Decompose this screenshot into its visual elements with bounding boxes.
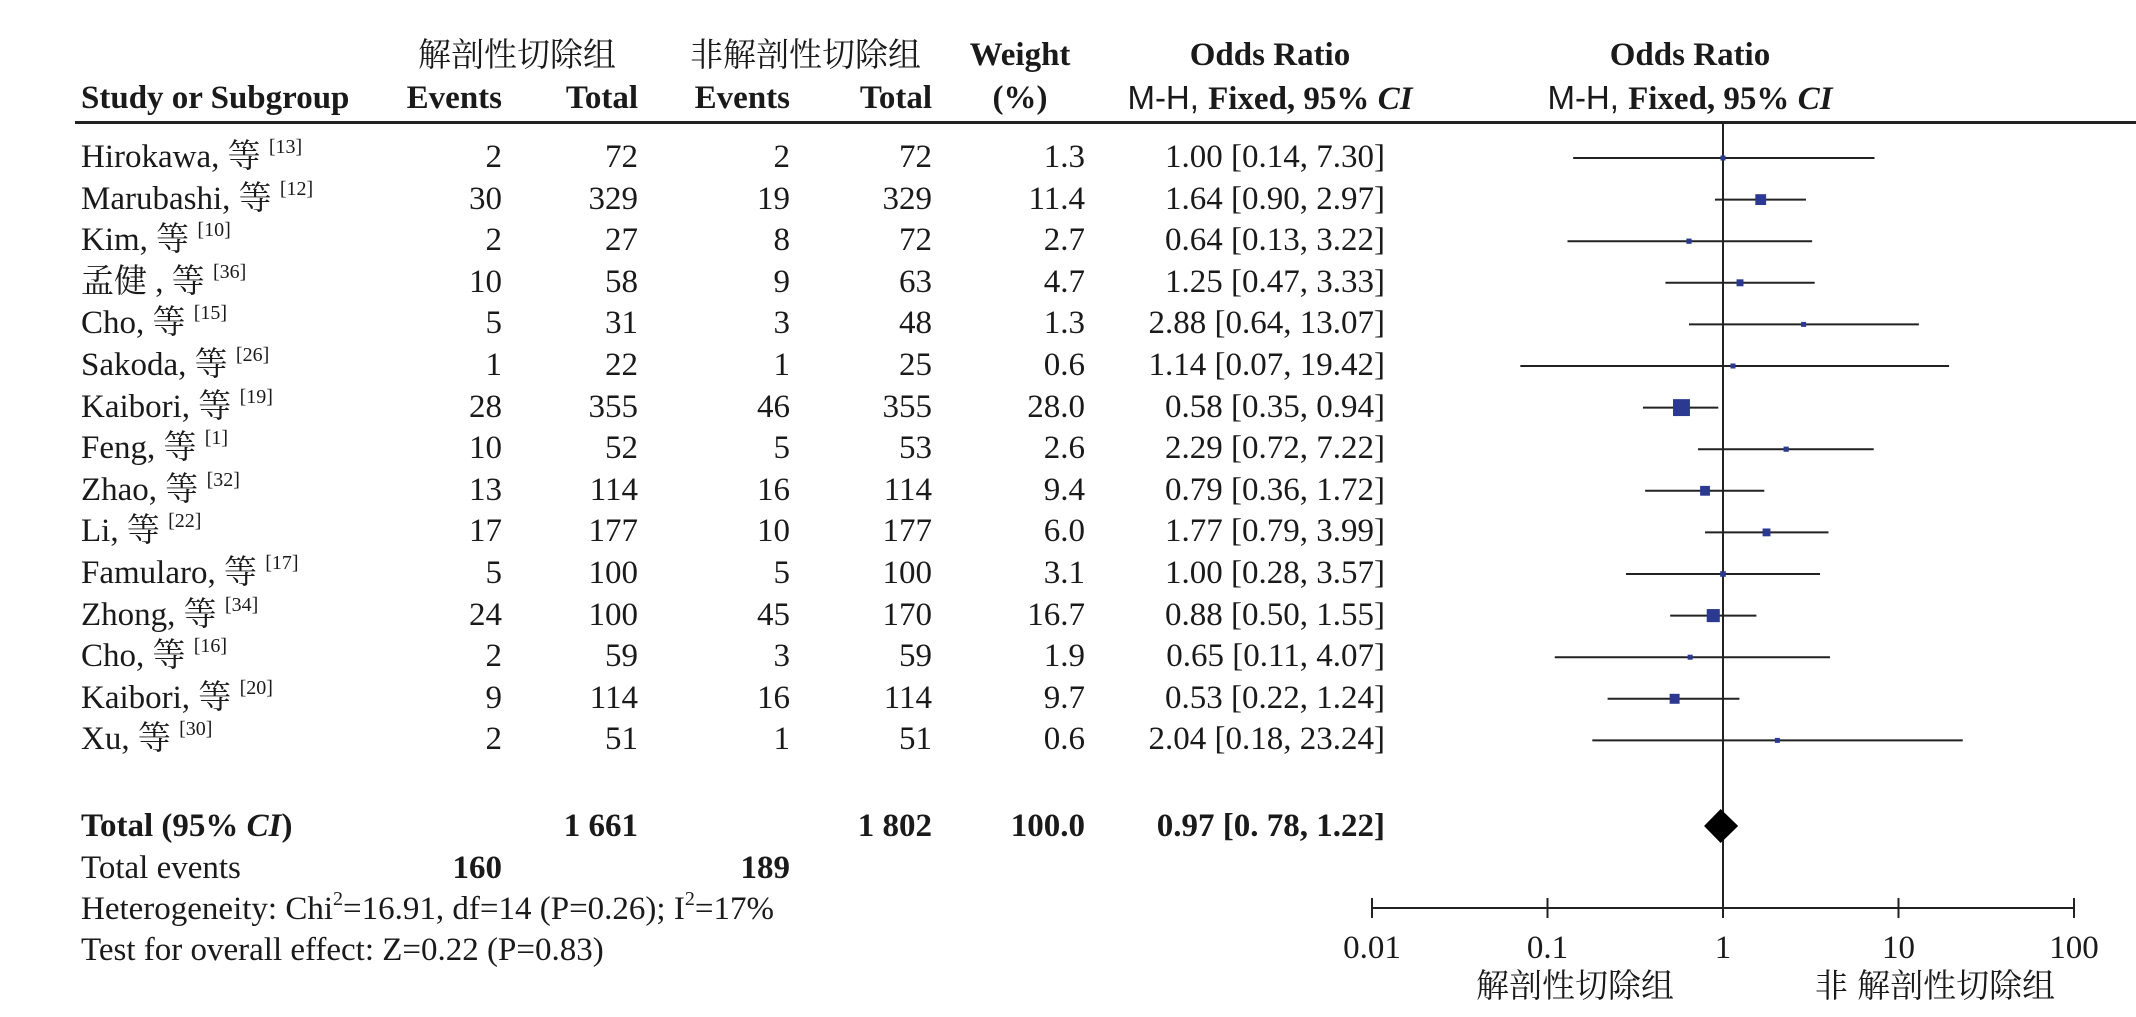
- effect-marker: [1720, 571, 1726, 577]
- events2-cell: 3: [773, 305, 790, 342]
- or-ci-cell: 1.64 [0.90, 2.97]: [1165, 180, 1385, 217]
- total-events2-value: 189: [740, 850, 790, 886]
- or-ci-cell: 2.04 [0.18, 23.24]: [1148, 721, 1385, 758]
- effect-marker: [1775, 738, 1780, 743]
- study-name: Zhong, 等 [34]: [81, 593, 259, 633]
- total-events1-value: 160: [452, 850, 502, 886]
- total-weight-value: 100.0: [1010, 808, 1085, 844]
- reference-superscript: [32]: [206, 468, 240, 491]
- total1-cell: 52: [605, 430, 638, 467]
- study-name: Sakoda, 等 [26]: [81, 344, 270, 383]
- total2-cell: 100: [882, 555, 932, 591]
- total2-cell: 25: [899, 347, 932, 383]
- reference-superscript: [36]: [213, 260, 247, 283]
- events2-cell: 3: [773, 638, 790, 675]
- total-or-value: 0.97 [0. 78, 1.22]: [1156, 808, 1385, 844]
- events2-cell: 1: [773, 721, 790, 758]
- events1-cell: 10: [469, 430, 502, 467]
- study-name: Kaibori, 等 [19]: [81, 385, 273, 425]
- study-name: 孟健 , 等 [36]: [81, 260, 247, 300]
- events2-cell: 9: [773, 263, 790, 300]
- reference-superscript: [15]: [193, 302, 228, 325]
- effect-marker: [1784, 447, 1789, 452]
- reference-superscript: [10]: [197, 219, 231, 242]
- events2-cell: 5: [773, 555, 790, 591]
- total2-cell: 72: [899, 139, 932, 175]
- reference-superscript: [17]: [265, 552, 299, 574]
- events2-header: Events: [694, 80, 790, 116]
- events2-cell: 1: [773, 347, 790, 383]
- or-ci-cell: 0.88 [0.50, 1.55]: [1165, 596, 1385, 633]
- weight-cell: 16.7: [1027, 596, 1085, 633]
- total1-cell: 31: [605, 305, 638, 342]
- study-name: Hirokawa, 等 [13]: [81, 136, 303, 175]
- weight-cell: 3.1: [1043, 555, 1085, 591]
- total2-cell: 59: [899, 638, 932, 675]
- effect-marker: [1707, 609, 1720, 622]
- events1-cell: 30: [469, 180, 502, 217]
- plot-header-method: M-H, Fixed, 95% CI: [1547, 79, 1833, 117]
- events2-cell: 10: [757, 513, 790, 550]
- weight-cell: 0.6: [1043, 721, 1085, 758]
- effect-marker: [1686, 239, 1691, 244]
- events1-cell: 28: [469, 388, 502, 425]
- total1-cell: 100: [588, 596, 638, 633]
- study-name: Li, 等 [22]: [81, 510, 202, 550]
- events1-cell: 2: [485, 139, 502, 175]
- weight-cell: 1.9: [1043, 638, 1085, 675]
- total-label: Total (95% CI): [81, 808, 293, 844]
- or-ci-cell: 1.00 [0.14, 7.30]: [1165, 139, 1385, 175]
- study-name: Kim, 等 [10]: [81, 219, 231, 259]
- or-ci-cell: 2.88 [0.64, 13.07]: [1148, 305, 1385, 342]
- total2-cell: 48: [899, 305, 932, 342]
- reference-superscript: [26]: [235, 344, 270, 366]
- weight-cell: 28.0: [1027, 388, 1085, 425]
- events2-cell: 5: [773, 430, 790, 467]
- events1-cell: 17: [469, 513, 502, 550]
- weight-cell: 4.7: [1043, 263, 1085, 300]
- effect-marker: [1721, 156, 1726, 161]
- effect-marker: [1700, 486, 1710, 496]
- or-ci-cell: 2.29 [0.72, 7.22]: [1165, 430, 1385, 467]
- events2-cell: 19: [757, 180, 790, 217]
- or-ci-cell: 0.65 [0.11, 4.07]: [1166, 638, 1385, 675]
- effect-marker: [1670, 694, 1680, 704]
- total2-cell: 114: [883, 679, 932, 716]
- x-tick-label: 100: [2049, 930, 2099, 966]
- weight-cell: 2.6: [1043, 430, 1085, 467]
- total2-cell: 63: [899, 263, 932, 300]
- events1-cell: 24: [469, 596, 502, 633]
- weight-cell: 1.3: [1043, 305, 1085, 342]
- total2-cell: 355: [882, 388, 932, 425]
- study-name: Marubashi, 等 [12]: [81, 177, 314, 217]
- total1-cell: 51: [605, 721, 638, 758]
- or-header-title: Odds Ratio: [1189, 37, 1351, 73]
- study-name: Famularo, 等 [17]: [81, 552, 299, 591]
- weight-cell: 9.4: [1043, 471, 1085, 508]
- effect-marker: [1755, 194, 1766, 205]
- or-ci-cell: 0.53 [0.22, 1.24]: [1165, 679, 1385, 716]
- or-ci-cell: 0.64 [0.13, 3.22]: [1165, 222, 1385, 259]
- events1-cell: 2: [485, 638, 502, 675]
- weight-cell: 11.4: [1028, 180, 1085, 217]
- reference-superscript: [22]: [168, 510, 202, 533]
- total1-cell: 355: [588, 388, 638, 425]
- weight-cell: 9.7: [1043, 679, 1085, 716]
- weight-cell: 6.0: [1043, 513, 1085, 550]
- study-column-header: Study or Subgroup: [81, 80, 350, 116]
- x-tick-label: 1: [1714, 930, 1732, 966]
- favours-left-label: 解剖性切除组: [1476, 967, 1674, 1004]
- x-tick-label: 10: [1882, 930, 1915, 966]
- total1-cell: 114: [589, 471, 638, 508]
- study-name: Xu, 等 [30]: [81, 718, 213, 758]
- total2-header: Total: [859, 80, 932, 116]
- or-header-method: M-H, Fixed, 95% CI: [1127, 79, 1413, 117]
- effect-marker: [1763, 528, 1771, 536]
- total1-header: Total: [565, 80, 638, 116]
- or-ci-cell: 0.58 [0.35, 0.94]: [1165, 388, 1385, 425]
- total1-cell: 58: [605, 263, 638, 300]
- events2-cell: 2: [773, 139, 790, 175]
- group1-header: 解剖性切除组: [418, 36, 616, 73]
- study-name: Cho, 等 [16]: [81, 635, 228, 675]
- or-ci-cell: 1.14 [0.07, 19.42]: [1148, 347, 1385, 383]
- total2-value: 1 802: [857, 808, 932, 844]
- events1-cell: 10: [469, 263, 502, 300]
- total1-cell: 114: [589, 679, 638, 716]
- weight-cell: 1.3: [1043, 139, 1085, 175]
- total2-cell: 177: [882, 513, 932, 550]
- weight-cell: 0.6: [1043, 347, 1085, 383]
- or-ci-cell: 1.25 [0.47, 3.33]: [1165, 263, 1385, 300]
- x-tick-label: 0.01: [1343, 930, 1401, 966]
- effect-marker: [1801, 322, 1806, 327]
- total1-cell: 329: [588, 180, 638, 217]
- or-ci-cell: 1.00 [0.28, 3.57]: [1165, 555, 1385, 591]
- events2-cell: 45: [757, 596, 790, 633]
- total1-cell: 59: [605, 638, 638, 675]
- reference-superscript: [34]: [224, 593, 259, 616]
- heterogeneity-text: Heterogeneity: Chi$^2$=16.91, df=14 (P=0.26); $I^2=17\%$: [81, 888, 774, 927]
- events2-cell: 16: [757, 471, 790, 508]
- weight-cell: 2.7: [1043, 222, 1085, 259]
- total1-cell: 72: [605, 139, 638, 175]
- effect-marker: [1673, 399, 1690, 416]
- total2-cell: 114: [883, 471, 932, 508]
- events1-cell: 9: [485, 679, 502, 716]
- reference-superscript: [13]: [268, 136, 303, 158]
- events1-header: Events: [406, 80, 502, 116]
- events1-cell: 2: [485, 721, 502, 758]
- weight-header-line1: Weight: [969, 37, 1071, 73]
- total2-cell: 329: [882, 180, 932, 217]
- total2-cell: 51: [899, 721, 932, 758]
- reference-superscript: [20]: [239, 676, 273, 699]
- events2-cell: 46: [757, 388, 790, 425]
- reference-superscript: [30]: [179, 718, 213, 741]
- events1-cell: 13: [469, 471, 502, 508]
- study-name: Kaibori, 等 [20]: [81, 676, 273, 716]
- total1-cell: 22: [605, 347, 638, 383]
- events1-cell: 1: [485, 347, 502, 383]
- pooled-diamond: [1704, 809, 1738, 843]
- favours-right-label: 非 解剖性切除组: [1814, 967, 2056, 1004]
- total1-cell: 177: [588, 513, 638, 550]
- overall-effect-text: Test for overall effect: Z=0.22 (P=0.83): [81, 932, 604, 968]
- events1-cell: 2: [485, 222, 502, 259]
- reference-superscript: [19]: [239, 385, 273, 408]
- effect-marker: [1737, 279, 1744, 286]
- total-events-label: Total events: [81, 850, 241, 886]
- x-tick-label: 0.1: [1526, 930, 1569, 966]
- effect-marker: [1730, 364, 1735, 369]
- total2-cell: 53: [899, 430, 932, 467]
- reference-superscript: [1]: [204, 427, 229, 450]
- total1-cell: 100: [588, 555, 638, 591]
- total1-cell: 27: [605, 222, 638, 259]
- or-ci-cell: 0.79 [0.36, 1.72]: [1165, 471, 1385, 508]
- total2-cell: 170: [882, 596, 932, 633]
- reference-superscript: [16]: [193, 635, 228, 658]
- total2-cell: 72: [899, 222, 932, 259]
- total1-value: 1 661: [563, 808, 638, 844]
- events1-cell: 5: [485, 555, 502, 591]
- reference-superscript: [12]: [279, 177, 314, 200]
- study-name: Zhao, 等 [32]: [81, 468, 240, 508]
- plot-header-title: Odds Ratio: [1609, 37, 1771, 73]
- study-name: Feng, 等 [1]: [81, 427, 229, 467]
- events2-cell: 8: [773, 222, 790, 259]
- effect-marker: [1688, 655, 1693, 660]
- weight-header-line2: (%): [992, 80, 1048, 116]
- group2-header: 非解剖性切除组: [690, 36, 921, 73]
- events2-cell: 16: [757, 679, 790, 716]
- events1-cell: 5: [485, 305, 502, 342]
- or-ci-cell: 1.77 [0.79, 3.99]: [1165, 513, 1385, 550]
- study-name: Cho, 等 [15]: [81, 302, 228, 342]
